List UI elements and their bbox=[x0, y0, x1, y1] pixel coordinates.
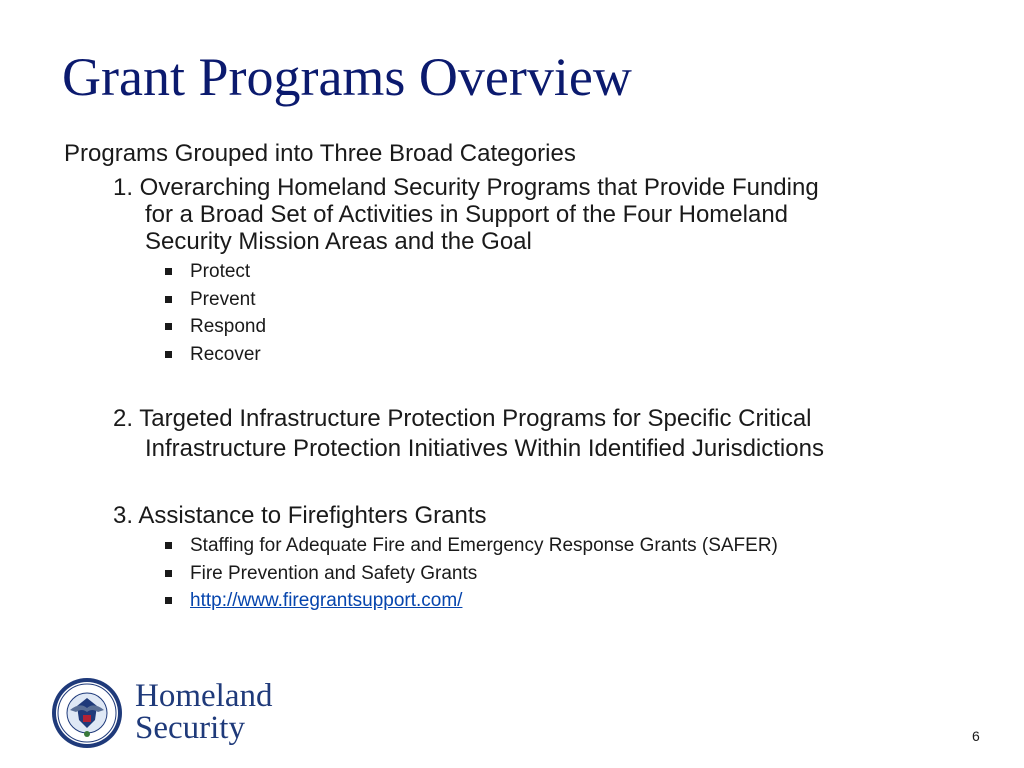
wordmark-security: Security bbox=[135, 710, 245, 746]
square-bullet-icon bbox=[165, 597, 172, 604]
square-bullet-icon bbox=[165, 542, 172, 549]
list-item: Fire Prevention and Safety Grants bbox=[163, 560, 778, 588]
category-1-line-2: for a Broad Set of Activities in Support of the Four Homeland bbox=[145, 201, 789, 228]
category-1-bullets bbox=[163, 258, 266, 368]
list-item: Staffing for Adequate Fire and Emergency Response Grants (SAFER) bbox=[163, 532, 778, 560]
dhs-logo bbox=[50, 676, 310, 752]
list-item: Prevent bbox=[163, 286, 266, 314]
list-item: Protect bbox=[163, 258, 266, 286]
list-item[interactable] bbox=[163, 587, 778, 615]
wordmark-homeland: Homeland bbox=[135, 678, 273, 714]
list-item: Recover bbox=[163, 341, 266, 369]
page-number: 6 bbox=[972, 728, 980, 744]
category-1-line-1: 1. Overarching Homeland Security Programs that Provide Funding bbox=[113, 174, 819, 201]
firegrant-link[interactable]: http://www.firegrantsupport.com/ bbox=[190, 590, 463, 611]
dhs-seal-icon bbox=[50, 676, 124, 750]
category-1-line-3: Security Mission Areas and the Goal bbox=[145, 228, 532, 255]
category-1 bbox=[113, 174, 973, 255]
category-3 bbox=[113, 502, 973, 529]
category-3-bullets bbox=[163, 532, 778, 615]
square-bullet-icon bbox=[165, 323, 172, 330]
category-2 bbox=[113, 404, 973, 464]
square-bullet-icon bbox=[165, 268, 172, 275]
square-bullet-icon bbox=[165, 351, 172, 358]
list-item: Respond bbox=[163, 313, 266, 341]
square-bullet-icon bbox=[165, 570, 172, 577]
category-3-line-1: 3. Assistance to Firefighters Grants bbox=[113, 502, 487, 529]
intro-text: Programs Grouped into Three Broad Categories bbox=[64, 140, 576, 167]
slide-title: Grant Programs Overview bbox=[62, 47, 632, 107]
category-2-line-2: Infrastructure Protection Initiatives Within Identified Jurisdictions bbox=[145, 435, 824, 462]
square-bullet-icon bbox=[165, 296, 172, 303]
dhs-wordmark bbox=[135, 680, 272, 744]
category-2-line-1: 2. Targeted Infrastructure Protection Programs for Specific Critical bbox=[113, 405, 812, 432]
